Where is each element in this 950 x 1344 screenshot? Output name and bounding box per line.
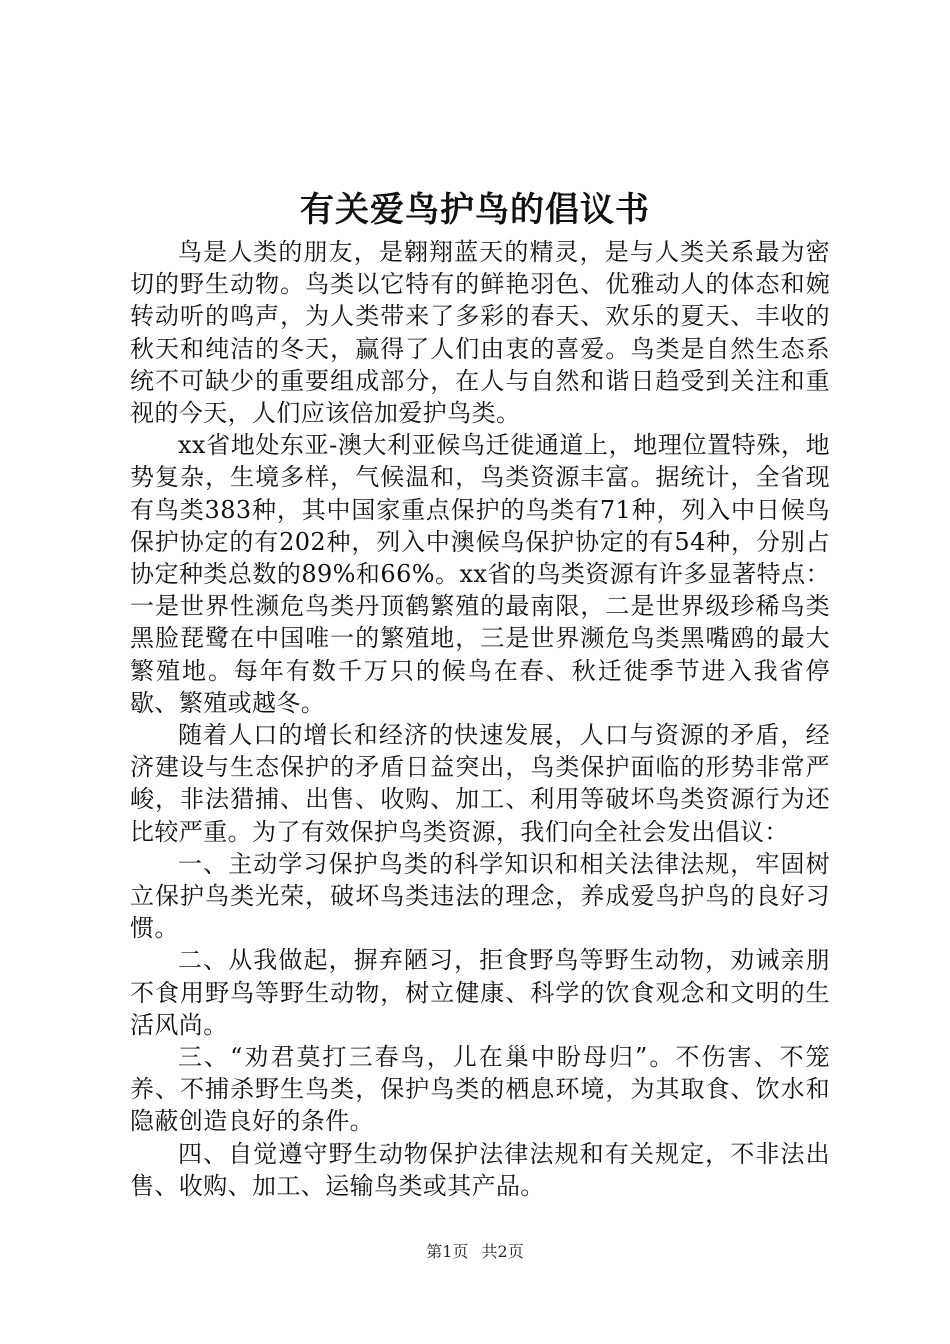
paragraph-proposal-2: 二、从我做起，摒弃陋习，拒食野鸟等野生动物，劝诫亲朋不食用野鸟等野生动物，树立健康、科学的饮食观念和文明的生活风尚。 xyxy=(130,946,830,1039)
paragraph-province-birds: xx省地处东亚-澳大利亚候鸟迁徙通道上，地理位置特殊，地势复杂，生境多样，气候温和，鸟类资源丰富。据统计，全省现有鸟类383种，其中国家重点保护的鸟类有71种，列入中日候鸟保护协定的有202种，列入中澳候鸟保护协定的有54种，分别占协定种类总数的89%和66%。xx省的鸟类资源有许多显著特点：一是世界性濒危鸟类丹顶鹤繁殖的最南限，二是世界级珍稀鸟类黑脸琵鹭在中国唯一的繁殖地，三是世界濒危鸟类黑嘴鸥的最大繁殖地。每年有数千万只的候鸟在春、秋迁徙季节进入我省停歇、繁殖或越冬。 xyxy=(130,431,830,717)
paragraph-proposal-1: 一、主动学习保护鸟类的科学知识和相关法律法规，牢固树立保护鸟类光荣，破坏鸟类违法的理念，养成爱鸟护鸟的良好习惯。 xyxy=(130,849,830,943)
document-body xyxy=(130,236,830,1202)
paragraph-intro: 鸟是人类的朋友，是翱翔蓝天的精灵，是与人类关系最为密切的野生动物。鸟类以它特有的鲜艳羽色、优雅动人的体态和婉转动听的鸣声，为人类带来了多彩的春天、欢乐的夏天、丰收的秋天和纯洁的冬天，赢得了人们由衷的喜爱。鸟类是自然生态系统不可缺少的重要组成部分，在人与自然和谐日趋受到关注和重视的今天，人们应该倍加爱护鸟类。 xyxy=(130,238,830,428)
page-number-total: 共2页 xyxy=(481,1242,524,1261)
paragraph-proposal-3: 三、“劝君莫打三春鸟，儿在巢中盼母归”。不伤害、不笼养、不捕杀野生鸟类，保护鸟类的栖息环境，为其取食、饮水和隐蔽创造良好的条件。 xyxy=(130,1043,830,1136)
document-title: 有关爱鸟护鸟的倡议书 xyxy=(300,190,650,230)
paragraph-proposal-4: 四、自觉遵守野生动物保护法律法规和有关规定，不非法出售、收购、加工、运输鸟类或其产品。 xyxy=(130,1139,830,1200)
page-footer xyxy=(0,1240,950,1264)
page-number-current: 第1页 xyxy=(426,1242,469,1261)
paragraph-threats: 随着人口的增长和经济的快速发展，人口与资源的矛盾，经济建设与生态保护的矛盾日益突出，鸟类保护面临的形势非常严峻，非法猎捕、出售、收购、加工、利用等破坏鸟类资源行为还比较严重。为了有效保护鸟类资源，我们向全社会发出倡议： xyxy=(130,721,830,846)
